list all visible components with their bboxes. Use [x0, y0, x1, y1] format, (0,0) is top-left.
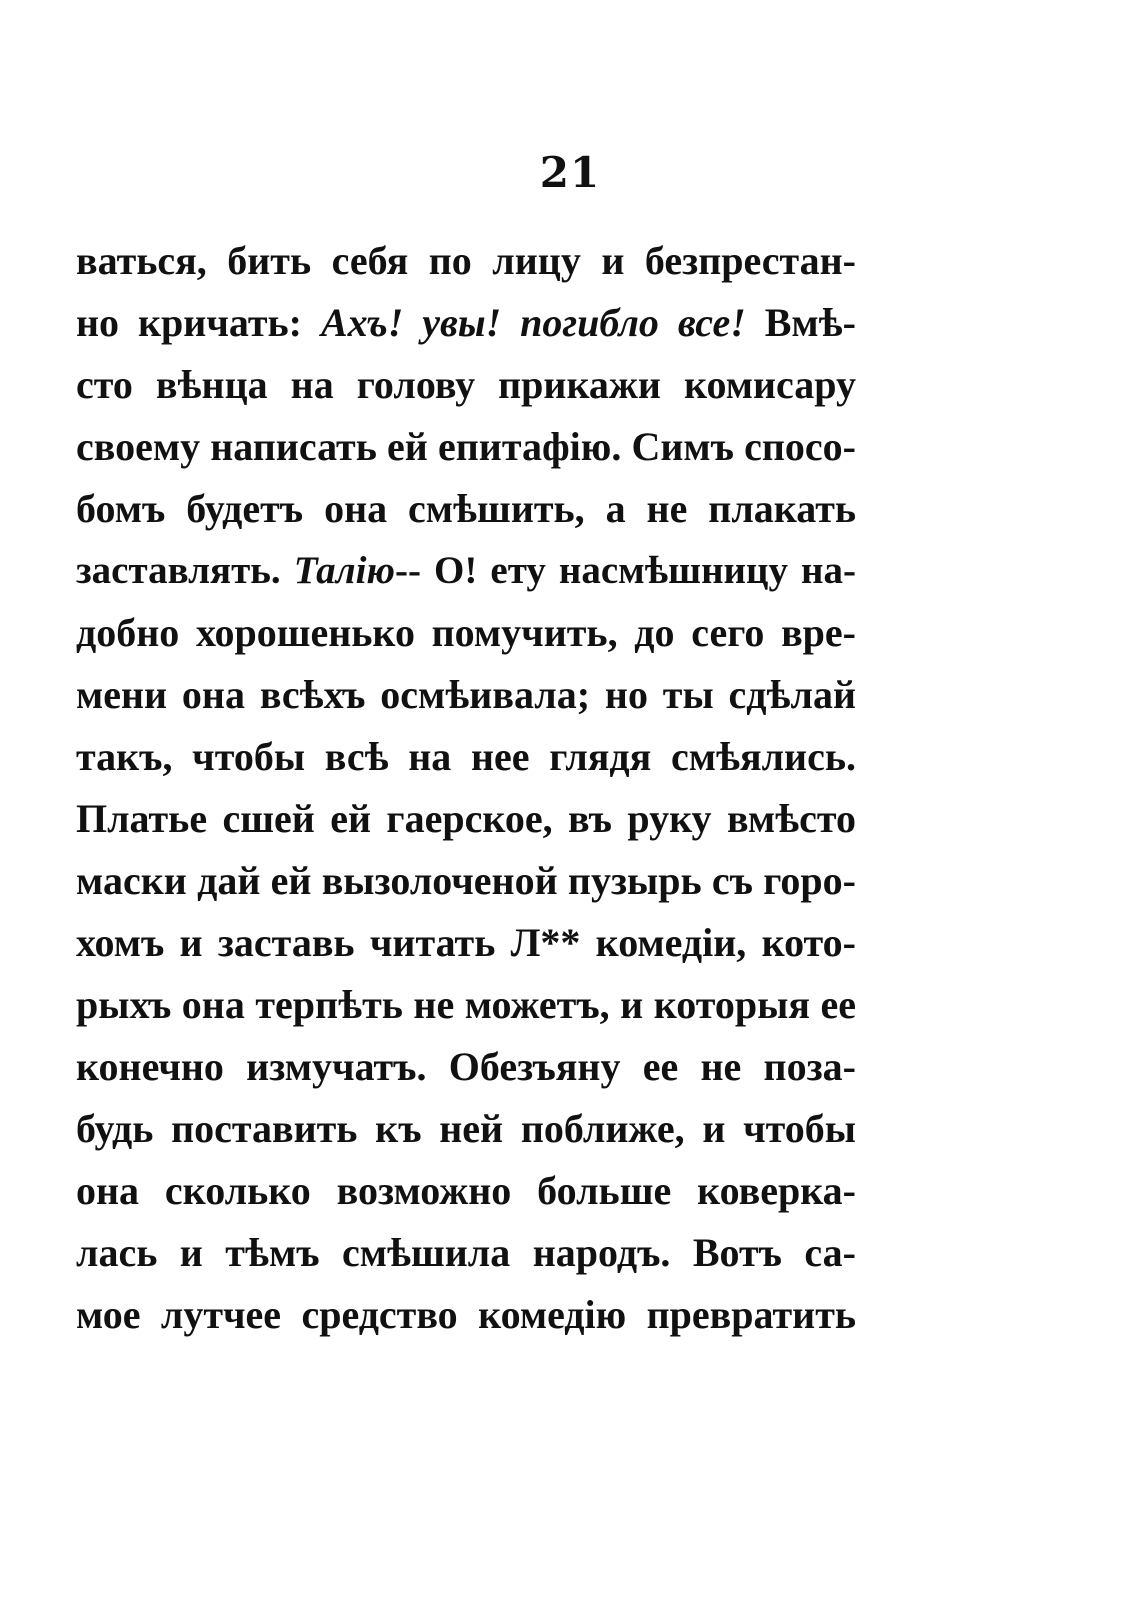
text-segment: маски дай ей вызолоченой пузырь съ горо-: [76, 858, 856, 903]
text-segment: такъ, чтобы всѣ на нее глядя смѣялись.: [76, 734, 856, 779]
text-segment: добно хорошенько помучить, до сего вре-: [76, 610, 856, 655]
text-segment: заставлять.: [76, 549, 294, 592]
text-segment: она сколько возможно больше коверка-: [76, 1168, 856, 1213]
text-segment: сто вѣнца на голову прикажи комисару: [76, 362, 856, 407]
text-line: [76, 912, 856, 974]
text-segment: но кричать:: [76, 300, 321, 345]
text-line: [76, 1036, 856, 1098]
italic-text-segment: Ахъ! увы! погибло все!: [320, 300, 746, 345]
text-segment: Платье сшей ей гаерское, въ руку вмѣсто: [76, 796, 856, 841]
text-line: [76, 664, 856, 726]
text-line: [76, 354, 856, 416]
text-line: [76, 788, 856, 850]
text-line: [76, 540, 856, 602]
text-segment: будь поставить къ ней поближе, и чтобы: [76, 1106, 856, 1151]
text-line: [76, 974, 856, 1036]
text-segment: своему написать ей епитафiю. Симъ спосо-: [76, 424, 856, 469]
text-segment: конечно измучатъ. Обезъяну ее не поза-: [76, 1044, 856, 1089]
text-line: [76, 1098, 856, 1160]
text-segment: рыхъ она терпѣть не можетъ, и которыя ее: [76, 982, 856, 1027]
text-line: [76, 1160, 856, 1222]
text-line: [76, 726, 856, 788]
text-segment: лась и тѣмъ смѣшила народъ. Вотъ са-: [76, 1230, 856, 1275]
text-segment: хомъ и заставь читать Л** комедiи, кото-: [76, 920, 856, 965]
text-line: [76, 602, 856, 664]
text-segment: Вмѣ-: [745, 300, 856, 345]
text-line: [76, 478, 856, 540]
page-number: 21: [539, 148, 601, 197]
italic-text-segment: Талiю: [293, 549, 395, 592]
text-segment: мени она всѣхъ осмѣивала; но ты сдѣлай: [76, 672, 856, 717]
text-segment: мое лутчее средство комедiю превратить: [76, 1292, 856, 1337]
text-line: [76, 292, 856, 354]
text-line: [76, 850, 856, 912]
text-line: [76, 230, 856, 292]
text-line: [76, 1284, 856, 1346]
text-segment: бомъ будетъ она смѣшить, а не плакать: [76, 486, 856, 531]
text-line: [76, 1222, 856, 1284]
text-segment: ваться, бить себя по лицу и безпрестан-: [76, 238, 856, 283]
body-text: [76, 230, 856, 1346]
text-line: [76, 416, 856, 478]
text-segment: -- О! ету насмѣшницу на-: [394, 549, 856, 592]
